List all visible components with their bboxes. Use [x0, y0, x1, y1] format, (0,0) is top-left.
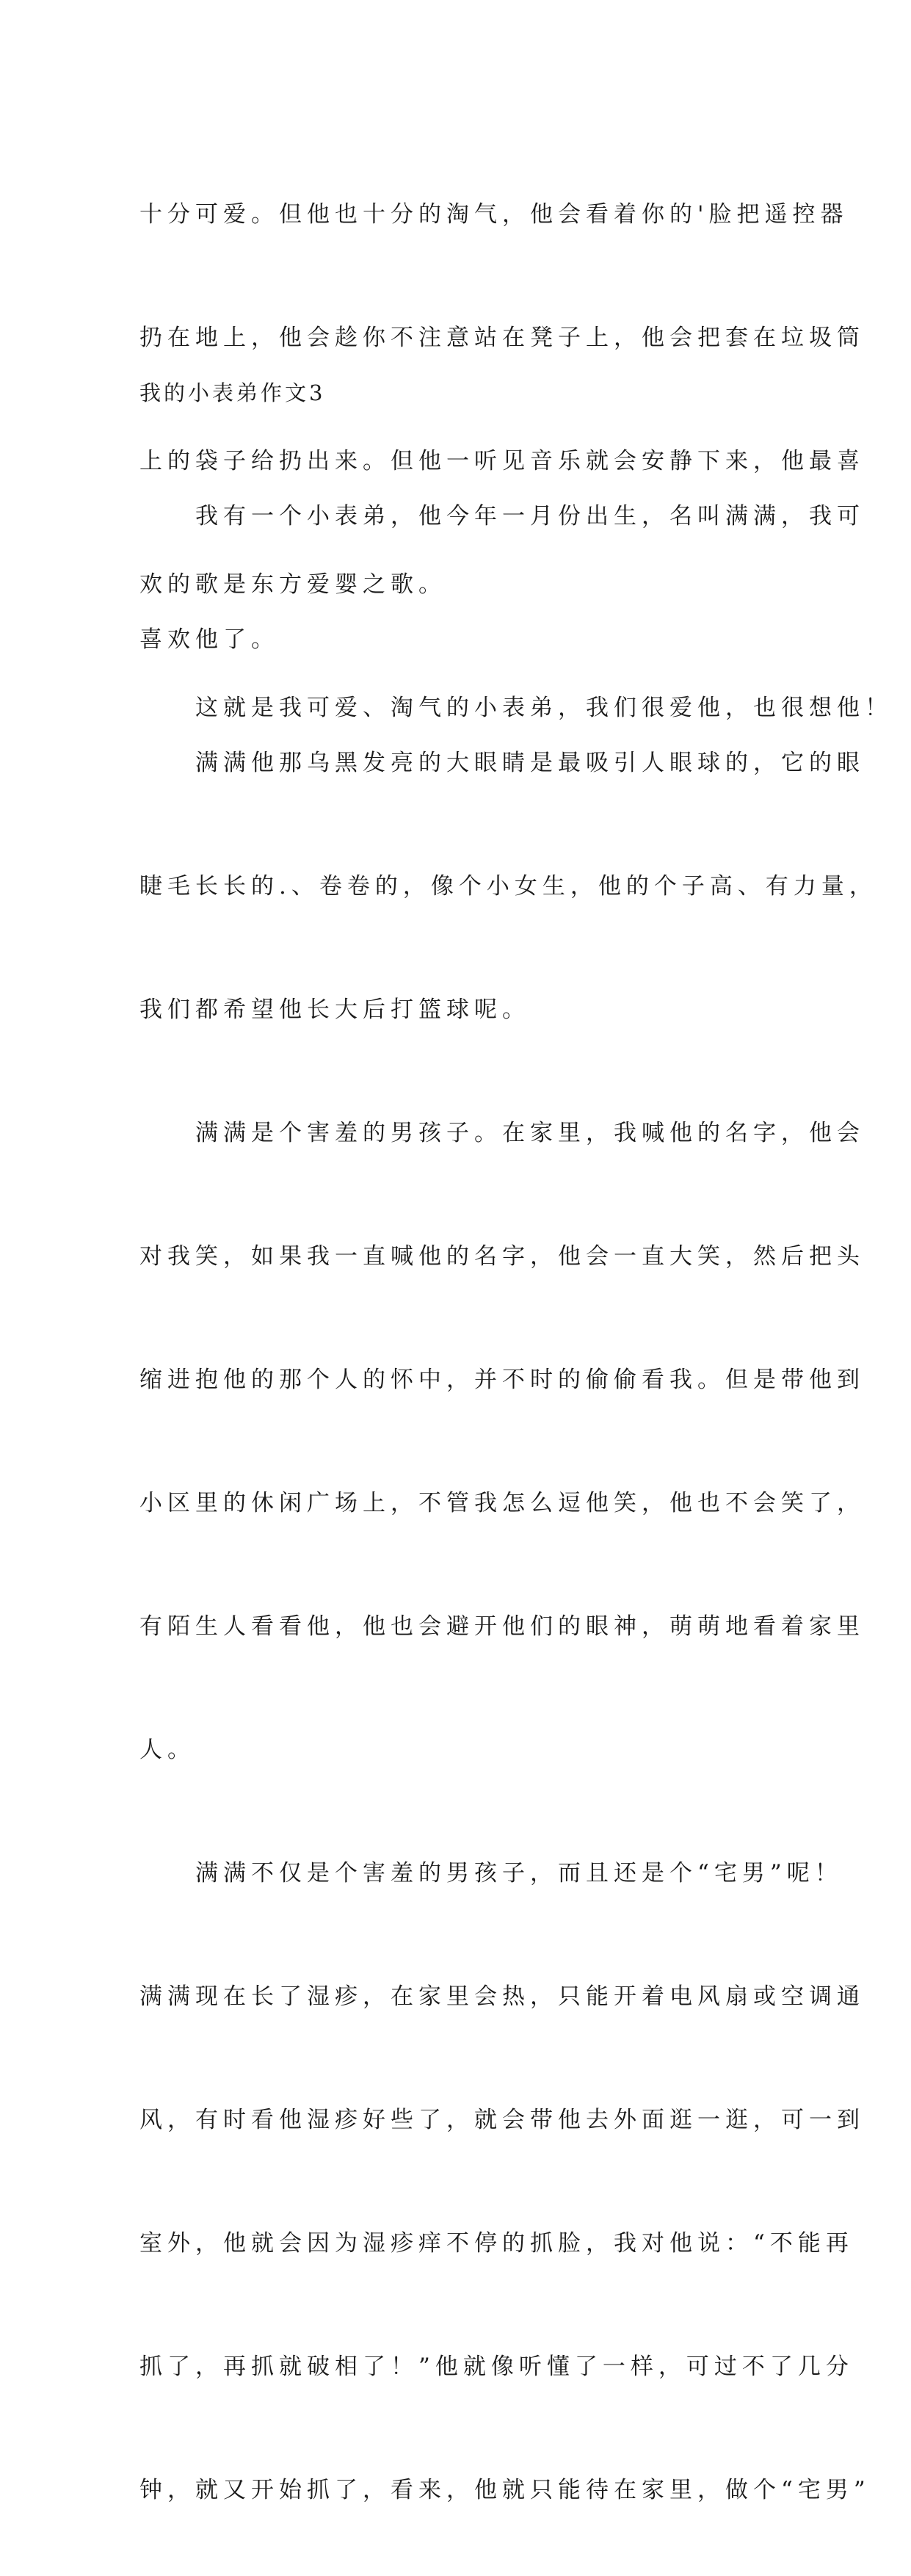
text-line: 这就是我可爱、淘气的小表弟，我们很爱他，也很想他！ — [139, 695, 893, 721]
text-line: 满满不仅是个害羞的男孩子，而且还是个“宅男”呢！ — [139, 1860, 843, 1886]
text-line: 我们都希望他长大后打篮球呢。 — [139, 996, 530, 1023]
text-line: 风，有时看他湿疹好些了，就会带他去外面逛一逛，可一到 — [139, 2107, 865, 2133]
text-line: 上的袋子给扔出来。但他一听见音乐就会安静下来，他最喜 — [139, 448, 865, 474]
text-line: 小区里的休闲广场上，不管我怎么逗他笑，他也不会笑了， — [139, 1490, 865, 1516]
text-line: 缩进抱他的那个人的怀中，并不时的偷偷看我。但是带他到 — [139, 1367, 865, 1393]
text-line: 欢的歌是东方爱婴之歌。 — [139, 571, 446, 598]
paragraph-block-2 — [139, 413, 893, 2576]
text-line: 十分可爱。但他也十分的淘气，他会看着你的'脸把遥控器 — [139, 201, 849, 228]
text-line: 有陌生人看看他，他也会避开他们的眼神，萌萌地看着家里 — [139, 1613, 865, 1640]
text-line: 我有一个小表弟，他今年一月份出生，名叫满满，我可 — [139, 503, 865, 529]
text-line: 抓了，再抓就破相了！”他就像听懂了一样，可过不了几分 — [139, 2354, 854, 2380]
text-line: 满满是个害羞的男孩子。在家里，我喊他的名字，他会 — [139, 1120, 865, 1146]
text-line: 钟，就又开始抓了，看来，他就只能待在家里，做个“宅男” — [139, 2477, 871, 2503]
text-line: 扔在地上，他会趁你不注意站在凳子上，他会把套在垃圾筒 — [139, 325, 865, 351]
text-line: 喜欢他了。 — [139, 626, 279, 653]
text-line: 睫毛长长的.、卷卷的，像个小女生，他的个子高、有力量， — [139, 873, 877, 900]
section-heading: 我的小表弟作文3 — [139, 380, 326, 405]
text-line: 对我笑，如果我一直喊他的名字，他会一直大笑，然后把头 — [139, 1243, 865, 1270]
text-line: 满满现在长了湿疹，在家里会热，只能开着电风扇或空调通 — [139, 1983, 865, 2010]
text-line: 人。 — [139, 1737, 195, 1763]
text-line: 满满他那乌黑发亮的大眼睛是最吸引人眼球的，它的眼 — [139, 750, 865, 776]
text-line: 室外，他就会因为湿疹痒不停的抓脸，我对他说：“不能再 — [139, 2230, 854, 2257]
